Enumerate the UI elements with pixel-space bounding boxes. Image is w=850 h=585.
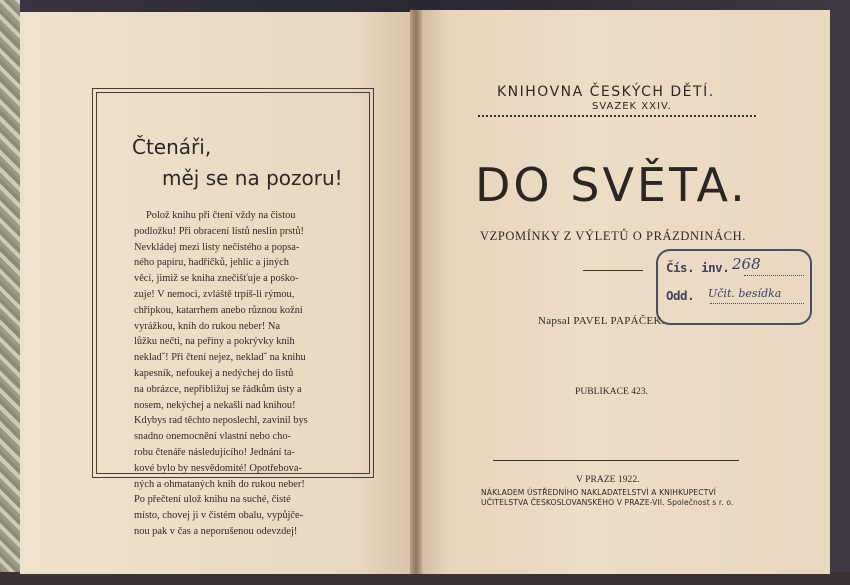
book-gutter xyxy=(410,10,422,574)
stamp-department-value: Učit. besídka xyxy=(708,287,782,300)
stamp-line-department xyxy=(710,303,804,304)
warning-line: zuje! V nemoci, zvláště trpíš-li rýmou, xyxy=(134,288,295,300)
publication-number: PUBLIKACE 423. xyxy=(575,386,649,397)
warning-line: podložku! Při obracení listů neslin prstů! xyxy=(134,225,304,237)
warning-line: snadno onemocnění vlastní nebo cho- xyxy=(134,431,291,443)
warning-line: věcí, jimiž se kniha znečišťuje a pośko- xyxy=(134,273,299,285)
stamp-inventory-number: 268 xyxy=(732,255,761,273)
book-subtitle: VZPOMÍNKY Z VÝLETŮ O PRÁZDNINÁCH. xyxy=(480,229,746,243)
volume-number: SVAZEK XXIV. xyxy=(592,101,672,112)
warning-text xyxy=(134,208,356,540)
stamp-line-inventory xyxy=(744,275,804,276)
warning-line: nou pak v čas a neporušenou odevzdej! xyxy=(134,525,298,537)
stamp-label-inventory: Čís. inv. xyxy=(666,260,730,275)
warning-line: chřipkou, katarrhem anebo různou kožní xyxy=(134,304,303,316)
book-title: DO SVĚTA. xyxy=(475,158,748,212)
dotted-rule xyxy=(478,115,756,117)
warning-line: Polož knihu při čtení vždy na čistou xyxy=(146,210,296,221)
publisher-line-2: UČITELSTVA ČESKOSLOVANSKÉHO V PRAZE-VII. Společnost s r. o. xyxy=(481,498,734,507)
warning-line: nosem, nekýchej a nekašli nad knihou! xyxy=(134,399,296,411)
author-line: Napsal PAVEL PAPÁČEK. xyxy=(538,315,665,327)
warning-line: Po přečtení ulož knihu na suché, čisté xyxy=(134,494,291,506)
stamp-label-department: Odd. xyxy=(666,288,695,303)
warning-line: kové bylo by nesvědomité! Opotřebova- xyxy=(134,462,302,474)
warning-line: na obrázce, nepřibližuj se řádkům ústy a xyxy=(134,383,302,395)
warning-line: místo, chovej ji v čistém obalu, vypůjče- xyxy=(134,510,304,522)
warning-line: robu čtenáře následujícího! Jednání ta- xyxy=(134,446,295,458)
warning-line: lůžku nečti, na peřiny a pokrývky knih xyxy=(134,336,295,348)
warning-line: kapesník, nefoukej a nedýchej do listů xyxy=(134,367,294,379)
series-title: KNIHOVNA ČESKÝCH DĚTÍ. xyxy=(497,84,715,100)
cover-edge-left xyxy=(0,0,20,585)
warning-line: Kdybys rad těchto neposlechl, zavinil bys xyxy=(134,415,308,427)
warning-line: nekladˇ! Při čtení nejez, nekladˇ na knihu xyxy=(134,352,306,364)
place-year: V PRAZE 1922. xyxy=(576,474,640,485)
warning-line: ných a ohmataných knih do rukou neber! xyxy=(134,478,305,490)
warning-line: vyrážkou, knih do rukou neber! Na xyxy=(134,320,281,332)
publisher-line-1: NÁKLADEM ÚSTŘEDNÍHO NAKLADATELSTVÍ A KNIHKUPECTVÍ xyxy=(481,488,716,497)
warning-line: Nevkládej mezi listy nečistého a popsa- xyxy=(134,241,300,253)
warning-line: ného papíru, hadříčků, jehlic a jiných xyxy=(134,257,289,269)
imprint-rule xyxy=(493,460,739,461)
warning-subtitle: měj se na pozoru! xyxy=(162,166,343,190)
short-rule xyxy=(583,270,643,271)
warning-title: Čtenáři, xyxy=(132,135,212,159)
